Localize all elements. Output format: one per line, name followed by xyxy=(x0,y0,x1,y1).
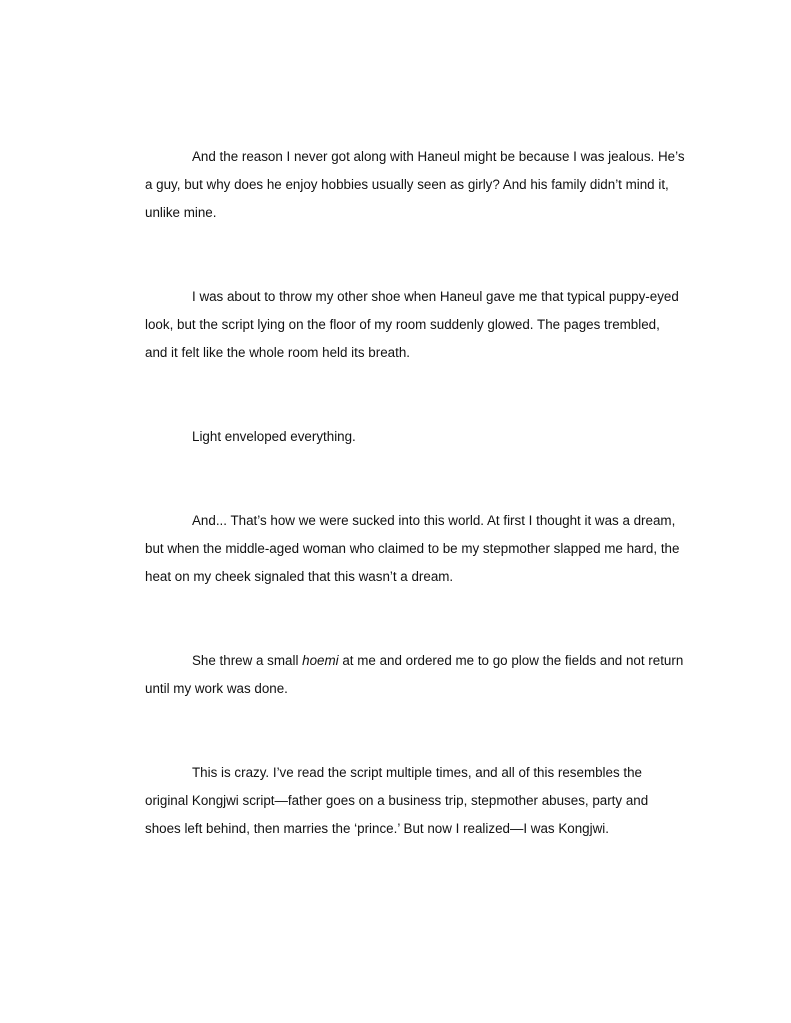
hoemi-text-after: at me and ordered me to go plow the fields and not return until my work was done. xyxy=(145,653,684,696)
paragraph-gap xyxy=(145,367,685,423)
paragraph-gap xyxy=(145,591,685,647)
paragraph-jealous: And the reason I never got along with Haneul might be because I was jealous. He’s a guy, but why does he enjoy hobbies usually seen as girly? And his family didn’t mind it, unlike mine. xyxy=(145,149,685,220)
paragraph-gap xyxy=(145,703,685,759)
hoemi-text-before: She threw a small xyxy=(192,653,303,668)
hoemi-italic-word: hoemi xyxy=(302,653,339,668)
paragraph-script-glowed: I was about to throw my other shoe when Haneul gave me that typical puppy-eyed look, but the script lying on the floor of my room suddenly glowed. The pages trembled, and it felt like the whole room held its breath. xyxy=(145,289,679,360)
paragraph-hoemi xyxy=(145,647,685,703)
paragraph-gap xyxy=(145,227,685,283)
paragraph-kongjwi: This is crazy. I’ve read the script multiple times, and all of this resembles the original Kongjwi script—father goes on a business trip, stepmother abuses, party and shoes left behind, then marries the ‘prince.’ But now I realized—I was Kongjwi. xyxy=(145,765,649,836)
paragraph-light: Light enveloped everything. xyxy=(192,429,356,444)
document-body xyxy=(145,143,685,843)
paragraph-gap xyxy=(145,451,685,507)
paragraph-sucked-into-world: And... That’s how we were sucked into this world. At first I thought it was a dream, but when the middle-aged woman who claimed to be my stepmother slapped me hard, the heat on my cheek signaled that this wasn’t a dream. xyxy=(145,513,680,584)
